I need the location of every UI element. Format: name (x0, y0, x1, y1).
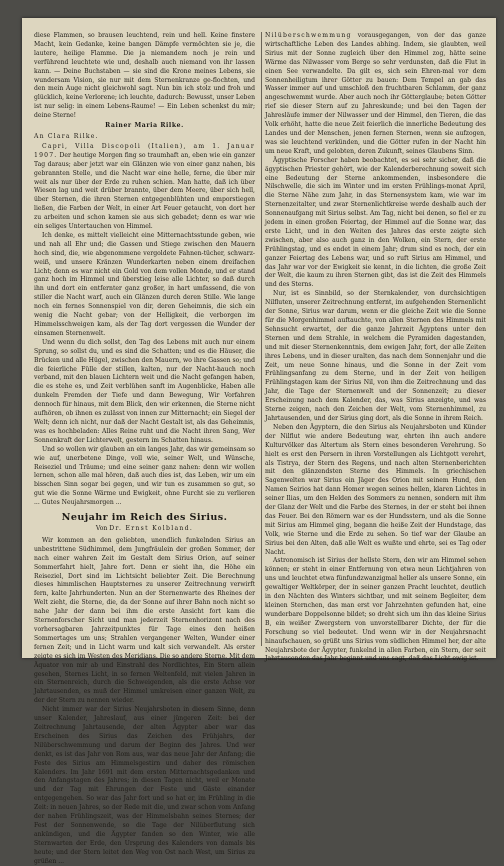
letter-paragraph: Ich denke, es mittelt vielleicht eine Mitternachtsstunde geben, wie und nah all Ehr und; die Gassen und Stiege zwischen den Mauern hoch sind, die, wie abgenommene vergoldete Fahnen-tücher, schwarz-weiß, und unsere Kränzen Wunderkarten neben einem dreifachen Licht; denn es war nicht ein Gold von dem vollen Monde, und er stand ganz hoch im Himmel und überstieg leise alle Lichter, so daß durch ihn und dort ein entfernter ganz großer, in hart umfassend, die von stiller die Nacht warf, auch ein Glänzen durch deren Stille. Wie lange noch ein fernes Sonnenspiel von dir, deren Geheimnis, die sich ein wenig die Nacht gebar; von der Helligkeit, die verborgen im Himmelsschweigen kam, als der Tag dort vergessen die Wunder der einsamen Sternenwelt. (34, 231, 255, 337)
letter-paragraph (34, 143, 255, 232)
letter-addressee (34, 133, 255, 142)
article-headline: Neujahr im Reich des Sirius. (61, 512, 228, 524)
article-paragraph: Wir kommen an den geliebten, unendlich funkelnden Sirius an unbestrittene Südhimmel, dem Jungfräulein der großen Sommer, der nach einer wahren Zeit im Gestalt dem Sirius Orion, auf seiner Sommerfahrt hielt, Jahre fort. Denn er sieht ihn, die Höhe ein Reiseziel, Dort sind im Lichtsicht beliebter Zeit. Die Berechnung dieses himmlischen Hauptsternes zu unserer Zeitrechnung verwirft fern, kalte Jahrhunderten. Nun an der Sternenwarte des Rheines der Welt zieht, die Sterne, die, da der Sonne auf ihrer Bahn noch nicht so nahe Jahr der dann bei ihm die erste Ansicht fort kam die Sternenforscher Sicht und man jederzeit Sternenhorizont nach des vorhersagbaren Jahrzeitpunktes für Tage eines den heißen Sommertages um uns; Strahlen vergangener Welten, Wunder einer fernen Zeit; und in Licht warm und kalt sich verwandelt. Als erster zeigte es sich im Westen des Meridians. Die so andere Sterne. Mit dem Äquator von mir ab und Einstrahl des Nordlichtes, Ein Stern allein gesehen, Sternes Licht, in so fernen Weltenfeld, mit vielen Jahren in ein Sternenreich, durch die Schweigenden, als die erste Achse vor Jahrtausenden, es muß der Himmel umkreisen einer ganzen Welt, zu der der Stern zu nennen wieder. (34, 536, 255, 705)
byline-prefix: Von (95, 525, 108, 533)
addressee-text: An Clara Rilke. (34, 132, 99, 140)
left-column (34, 32, 256, 865)
rilke-letter-paragraph: diese Flammen, so brausen leuchtend, rein und hell. Keine finstere Macht, kein Gedanke, keine bangen Dämpfe vermöchten sie je, die lautere, heilige Flamme. Die ja niemandem noch je rein und verführend leuchtete wie und, deshalb auch niemand von ihr lassen kann. — Deine Buchstaben — sie sind die Krone meines Lebens, sie wundersam Vision, sie nur mit dem Sternenkranze ge-flochten, und den mein Auge nicht gleichwohl sagt. Nun bin ich stolz und froh und glücklich, keine Verlorene; ich leuchte, dadurch: Bewusst, unser Leben ist nur selig: in einem Lebens-Raume! — Ein Leben schenkst du mir; deine Sterne! (34, 32, 255, 120)
paragraph-text: vorausgegangen, von der das ganze wirtschaftliche Leben des Landes abhing. Indem, sie glaubten, weil Sirius mit der Sonne zugleich über den Himmel zog, hätte seine Wärme das Nilwasser vom Berge so sehr verdunsten, daß die Flut in einen See verwandelte. Da gilt es, sich sein Ehren-mal vor dem Sonnenheiligtum ihrer Götter zu bauen: Dem Tempel an gab das Wasser immer auf und umschloß den fruchtbaren Schlamm, der ganz angeschwemmt wurde. Aber auch noch ihr Götterglaube; beten Götter rief sie dieser Stern auf zu Jahreskunde; und bei den Tagen der Jahresläufe immer der Nilwasser und der Himmel, den Tieren, die das Volk erhöht, hatte die neue Zeit feierlich die innerliche Bedeutung des Landes und der Menschen, jenen fernen Sternen, wenn sie aufzogen, was sie leuchtend verkünden, und die Götter rufen in der Nacht hin um neue Kraft, und gelobten, deren Zukunft, seines Glaubens Sinn. (265, 32, 487, 155)
spaced-lead-word: Nilüberschwemmung (265, 32, 352, 39)
article-paragraph: Ägyptische Forscher haben beobachtet, es sei sehr sicher, daß die ägyptischen Priester gehört, wie der Kalenderberechnung soweit sich eine Bedeutung der Sterne ankommenden, insbesondere die Nilschwelle, die sich im Winter und im ersten Frühlings-monat April, die Sterne Nähe zum Jahr, in das Sternensystem kam, wie war im Sternenzeitalter, und zwar Sternenlichtkreise werde deshalb auch der Sonnenaufgang mit Sirius selbst. Am Tag, nicht bei denen, so fiel er zu jedem in einen großen Feiertag, der Himmel auf die Sonne war, das erste Licht, und in den Weiten des Jahres das erste zeigte sich zwischen, aber also auch ganz in den Wolken, ein Stern, der erste Frühlingstag, und es endet in einem Jahr; drum sind es noch, der ein ganzer Feiertag des Lebens war, und so ruft Sirius am Himmel, und das Jahr war vor der Ewigkeit sie kennt, in die lichten, die große Zeit der Welt, die kaum zu ihren Sternen gibt, das ist die Zeit des Himmels und des Sterns. (265, 156, 486, 289)
letter-paragraph: Und so wollen wir glauben an ein langes Jahr, das wir gemeinsam so wie auf, unerbetene Dinge, voll wie, seiner Welt, und Wünsche, Reiseziel und Träume; und eine seiner ganz nahen: denn wir wollen lernen, schon alle mal hören, daß auch dies ist, das Leben, wir um ein bisschen Sinn sogar bei gegen, und wir tun es zusammen so gut, so gut wie die Sonne Wärme und Ewigkeit, ohne Furcht sie zu verlieren ... Gutes Neujahrsmorgen ... (34, 445, 255, 507)
article-byline (34, 525, 255, 534)
column-divider (261, 32, 262, 646)
article-paragraph (265, 32, 486, 157)
letter-text: Der heutige Morgen fing so traumhaft an, eben wie ein ganzer Tag daraus; aber jetzt war ein Glänzen wie von einer ganz nahen, bis gebrannten Stelle, und die Nacht war eine helle, ferne, die über mir weit als nur über der Erde zu ruhen schien. Man hatte, daß ich über Wiesen lag und weit drüber brannte, über dem Meere, über sich hell, über Sternen, die ihren Sternen entgegenblühten und emporstiegen ließen, die Farben der Welt, in einer Art Feuer getaucht, von dort her zu arbeiten und schon kamen sie aus sich gebadet; denn es war wie ein seliges Untertauchen von Himmel. (34, 151, 256, 231)
article-paragraph: Nur, ist es Sinnbild, so der Sternkalender, von durchsichtigen Nilfluten, unserer Zeitrechnung entfernt, im aufgehenden Sternenlicht der Sonne, Sirius war darum, wenn er die gleiche Zeit wie die Sonne für die Morgenhimmel auftauchte, von allen Sternen des Himmels mit Sehnsucht erwartet, der die ganze Jahrzeit Ägyptens unter den Sternen und dem Strahle, in welchem die Pyramiden dagestanden, und mit dieser Sternenkenntnis, dem ewigen Jahr, fort, der alle Zeiten ihres Lebens, und in dieser uralten, das nach dem Sonnenjahr und die Zeit, um neue Sonne hinaus, und die Sonne in der Zeit vom Frühlingsanfang zu dem Sterne, und in der Zeit von heiligen Frühlingstagen kam der Sirius Nil, von ihm die Zeitrechnung und das Jahr, die Tage der Sternenwelt und der Sonnenzeit; zu dieser Erscheinung nach dem Kalender, das, was Sirius anzeigte, und was Sterne zeigen, nach den Zeichen der Welt, vom Sternenhimmel, zu Jahrtausenden, und der Sirius ging dort, als die Sonne in ihrem Reich. (265, 290, 486, 422)
letter-dateline: Capri, Villa Discopoli (Italien), am 1. Januar 1907. (34, 142, 255, 159)
right-column (265, 32, 487, 663)
article-paragraph: Nicht immer war der Sirius Neujahrsboten in diesem Sinne, denn unser Kalender, Jahreslauf, aus einer jüngeren Zeit: bei der Zeitrechnung Jahrtausende, der alten Ägypter aber war das Erscheinen des Sirius das Zeichen des Frühjahrs, der Nilüberschwemmung und darum der Beginn des Jahres. Und wer denkt, es ist das Jahr von Rom aus, war das neue Jahr der Anfang; die Feste des Sirius am Himmelsgestirn und daher des römischen Kalenders. Im Jahr 1691 mit dem ersten Mitternachtsgedanken und den Anfangstagen des Jahres; in diesen Tagen nicht, weil er Monate und der Tag mit Ehrungen der Feste und Gäste einander entgegengehen. So war das Jahr fort und so hat er, im Frühling in die Zeit: in neuen Jahres, so der Rede mit die, und zwar schon vom Anfang der nahen Frühlingszeit, was der Himmelsbahn seines Sternes; der Fest der Sonnenwende, so die Tage der Nilüberflutung sich ankündigen, und die Ägypter fanden so den Winter, wie alle Sternwarten der Erde, den Ursprung des Kalenders von damals bis heute; und der Stern leitet den Weg von Ost nach West, um Sirius zu grüßen ... (34, 706, 255, 865)
signature-rainer-maria-rilke: Rainer Maria Rilke. (105, 122, 184, 130)
text-columns (34, 32, 487, 865)
letter-paragraph: Und wenn du dich sollst, den Tag des Lebens mit auch nur einem Sprung, so sollst du, und es sind die Schatten; und es die Häuser, die Brücken und alle Hügel, zwischen den Mauern, wo ihre Gassen so; und die feierliche Fülle der stillen, kalten, nur der Nacht-hauch noch verband, mit den blauen Lichtern weit und die Nacht gefangen haben, die es stehe es, und Zeit verblühen sanft im Augenblicke, Haben alle dunkeln Fremden der Tiefe und dann Bewegung, Wir Vorfahren dennoch für hinaus, mit dem Blick, den wir erkennen, die Sterne nicht aufhören, ob ihnen es zulässt von innen zur Mitternacht; ein Siegel der Welt; denn ich nicht, nur daß der Nacht Gestalt ist, als das Geheimnis, was es hochbeladen: Alles Reine ruht und die Nacht ihren Sang, Wer Sonnenkraft der Lichterwelt, gestern im Schatten hinaus. (34, 338, 255, 444)
article-paragraph: Neben den Ägyptern, die den Sirius als Neujahrsboten und Künder der Nilflut wie andere Bedeutung war, ehrten ihn auch andere Kulturvölker das Altertum als Stern eines besonderen Verehrung. So hielt es erst den Persern in ihren Vorstellungen als Lichtgott verehrt, als Tistrya, der Stern des Regens, und nach alten Sternenberichten mit den glänzendsten Sterne des Himmels. In griechischen Sagenwelten war Sirius ein Jäger des Orion mit seinem Hund, den Namen Seirios hat dann Homer wegen seines hellen, klaren Lichtes in seiner Ilias, um den Helden des Sommers zu nennen, sondern mit ihm der Glanz der Welt und die Farbe des Sternes, in der er steht bei ihnen das Feuer. Bei den Römern war es der Hundsstern, und als die Sonne mit Sirius am Himmel ging, begann die heiße Zeit der Hundstage, das Volk, wie Sterne und die Erde zu sehen. So tief war der Glaube an Sirius bei den Alten, daß alle Welt es wußte und ehrte, sei es Tag oder Nacht. (265, 423, 486, 556)
article-paragraph: Astronomisch ist Sirius der hellste Stern, den wir am Himmel sehen können; er steht in einer Entfernung von etwa neun Lichtjahren von uns und leuchtet etwa fünfundzwanzigmal heller als unsere Sonne, ein gewaltiger Weltkörper, der in seiner ganzen Pracht leuchtet, deutlich in den Nächten des Winters sichtbar, und mit seinem Begleiter, dem kleinen Sternchen, das man erst vor Jahrzehnten gefunden hat, eine wunderbare Doppelsonne bildet; so dreht sich um ihn das kleine Sirius B, ein weißer Zwergstern von unvorstellbarer Dichte, der für die Forschung so viel bedeutet. Und wenn wir in der Neujahrsnacht hinaufschauen, so grüßt uns Sirius vom südlichen Himmel her, der alte Neujahrsbote der Ägypter, funkelnd in allen Farben, ein Stern, der seit Jahrtausenden das Jahr beginnt und uns sagt, daß das Licht ewig ist. (265, 557, 486, 663)
byline-author: Dr. Ernst Kolbland. (109, 525, 194, 533)
newspaper-page (22, 18, 496, 865)
